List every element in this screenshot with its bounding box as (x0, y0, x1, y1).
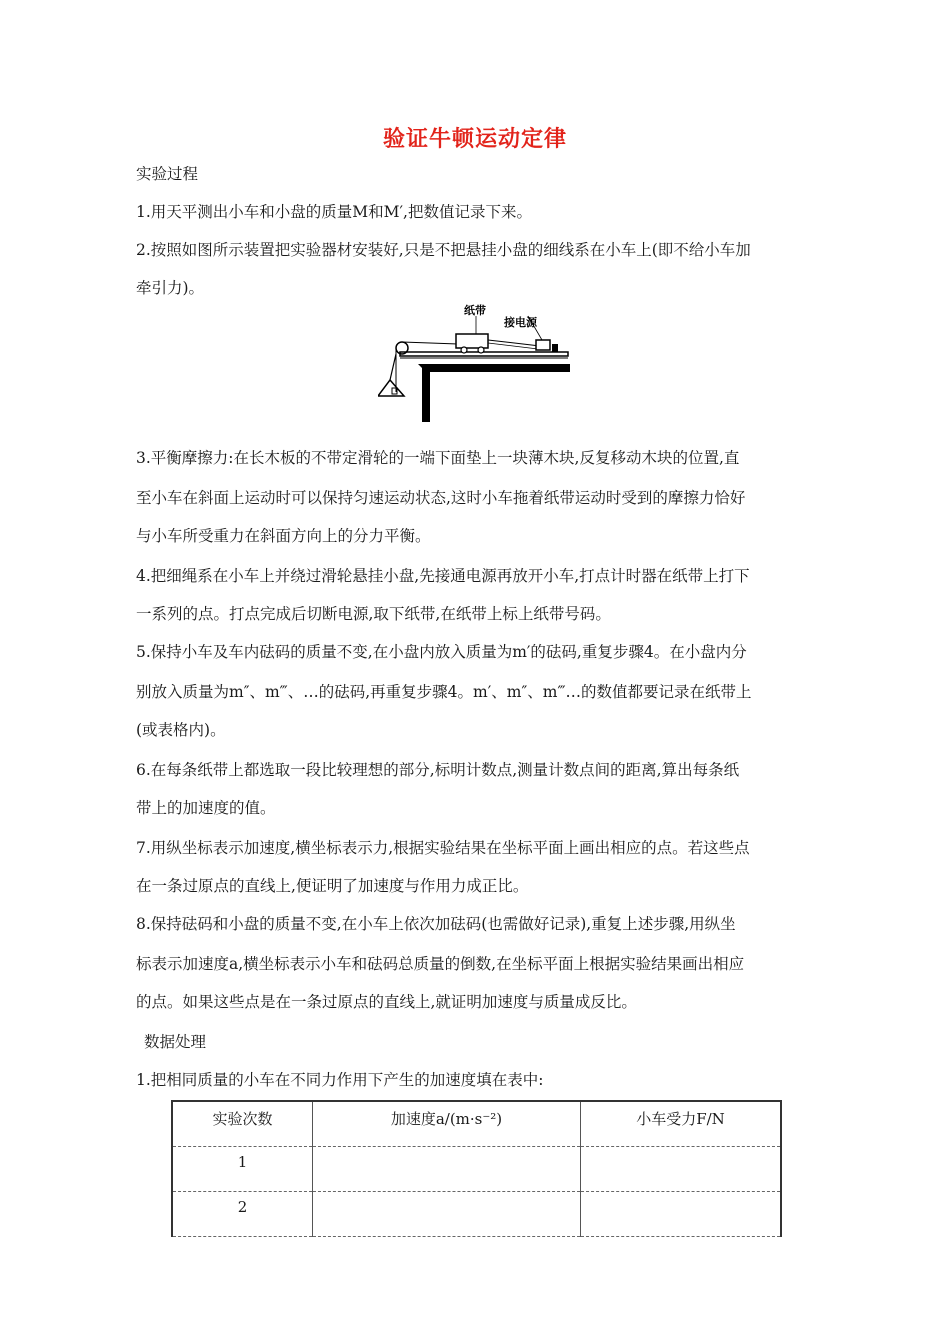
table-edge (418, 364, 570, 422)
step-7-line-1: 7.用纵坐标表示加速度,横坐标表示力,根据实验结果在坐标平面上画出相应的点。若这些点 (136, 839, 750, 857)
table-cell (581, 1147, 782, 1192)
table-cell (313, 1147, 581, 1192)
long-board (400, 352, 568, 356)
paper-tape (488, 340, 540, 346)
step-2-line-2: 牵引力)。 (136, 279, 205, 297)
table-cell (581, 1192, 782, 1237)
header-force: 小车受力F/N (581, 1101, 782, 1147)
label-power: 接电源 (504, 316, 537, 329)
step-1: 1.用天平测出小车和小盘的质量M和M′,把数值记录下来。 (136, 203, 532, 221)
data-table (171, 1100, 782, 1237)
page-title: 验证牛顿运动定律 (382, 126, 567, 152)
step-6-line-1: 6.在每条纸带上都选取一段比较理想的部分,标明计数点,测量计数点间的距离,算出每条纸 (136, 761, 740, 779)
step-6-line-2: 带上的加速度的值。 (136, 799, 276, 817)
section-heading-data: 数据处理 (144, 1033, 207, 1051)
table-cell (313, 1192, 581, 1237)
timer (536, 340, 550, 350)
apparatus-diagram (378, 300, 578, 425)
step-5-line-3: (或表格内)。 (136, 721, 226, 739)
table-row (172, 1147, 781, 1192)
tray-stand (378, 380, 404, 396)
section-heading-process: 实验过程 (136, 165, 199, 183)
step-3-line-1: 3.平衡摩擦力:在长木板的不带定滑轮的一端下面垫上一块薄木块,反复移动木块的位置,直 (136, 449, 740, 467)
step-3-line-3: 与小车所受重力在斜面方向上的分力平衡。 (136, 527, 431, 545)
table-cell: 2 (172, 1192, 313, 1237)
step-8-line-2: 标表示加速度a,横坐标表示小车和砝码总质量的倒数,在坐标平面上根据实验结果画出相应 (136, 955, 745, 973)
table-row (172, 1192, 781, 1237)
header-trial: 实验次数 (172, 1101, 313, 1147)
step-8-line-1: 8.保持砝码和小盘的质量不变,在小车上依次加砝码(也需做好记录),重复上述步骤,用纵坐 (136, 915, 736, 933)
step-4-line-1: 4.把细绳系在小车上并绕过滑轮悬挂小盘,先接通电源再放开小车,打点计时器在纸带上打下 (136, 567, 750, 585)
cart (456, 334, 488, 348)
step-5-line-1: 5.保持小车及车内砝码的质量不变,在小盘内放入质量为m′的砝码,重复步骤4。在小盘内分 (136, 643, 747, 661)
table-header-row (172, 1101, 781, 1147)
header-acceleration: 加速度a/(m·s⁻²) (313, 1101, 581, 1147)
table-cell: 1 (172, 1147, 313, 1192)
step-7-line-2: 在一条过原点的直线上,便证明了加速度与作用力成正比。 (136, 877, 529, 895)
step-5-line-2: 别放入质量为m″、m‴、…的砝码,再重复步骤4。m′、m″、m‴…的数值都要记录在纸带上 (136, 683, 752, 701)
step-4-line-2: 一系列的点。打点完成后切断电源,取下纸带,在纸带上标上纸带号码。 (136, 605, 611, 623)
label-tape: 纸带 (464, 304, 486, 317)
data-step-1: 1.把相同质量的小车在不同力作用下产生的加速度填在表中: (136, 1071, 544, 1089)
step-2-line-1: 2.按照如图所示装置把实验器材安装好,只是不把悬挂小盘的细线系在小车上(即不给小车加 (136, 241, 751, 259)
step-8-line-3: 的点。如果这些点是在一条过原点的直线上,就证明加速度与质量成反比。 (136, 993, 637, 1011)
step-3-line-2: 至小车在斜面上运动时可以保持匀速运动状态,这时小车拖着纸带运动时受到的摩擦力恰好 (136, 489, 746, 507)
